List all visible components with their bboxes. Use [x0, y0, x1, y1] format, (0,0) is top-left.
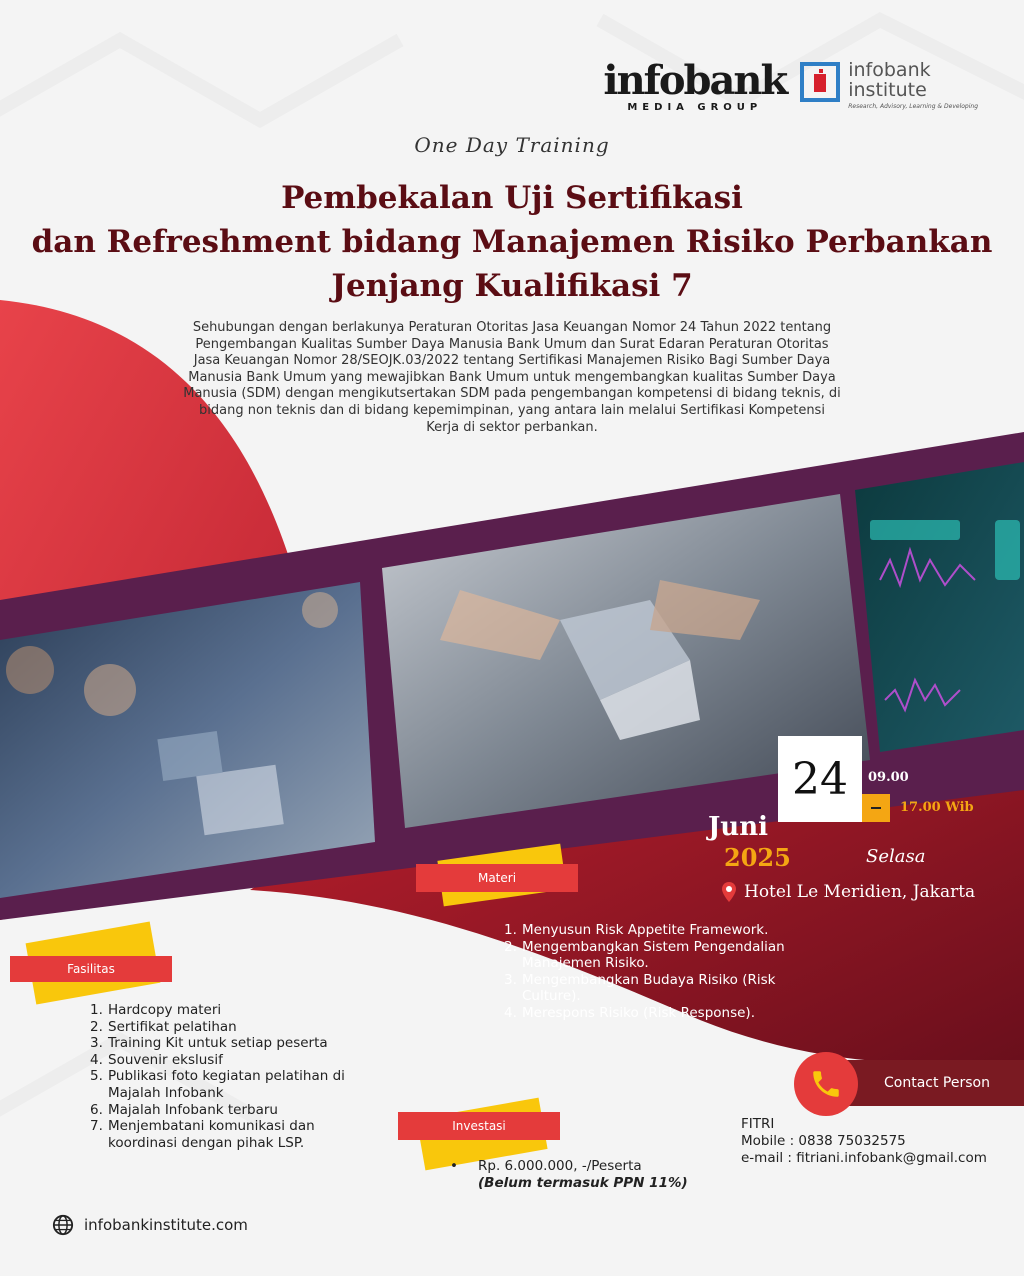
- bullet-icon: •: [450, 1158, 458, 1174]
- list-item: 6. Majalah Infobank terbaru: [90, 1101, 278, 1118]
- title-line-2: dan Refreshment bidang Manajemen Risiko Perbankan: [31, 224, 993, 260]
- investasi-price: Rp. 6.000.000, -/Peserta: [478, 1158, 642, 1174]
- list-item: 4. Souvenir ekslusif: [90, 1051, 223, 1068]
- time-dash-icon: [862, 794, 890, 822]
- list-item: 3. Mengembangkan Budaya Risiko (Risk Culture).: [504, 971, 776, 1005]
- fasilitas-label: Fasilitas: [10, 956, 172, 982]
- institute-name-line1: infobank: [848, 59, 931, 81]
- globe-icon: [52, 1214, 74, 1236]
- list-item: 1. Menyusun Risk Appetite Framework.: [504, 922, 769, 938]
- website-link[interactable]: [52, 1214, 248, 1236]
- phone-icon: [794, 1052, 858, 1116]
- contact-mobile[interactable]: Mobile : 0838 75032575: [741, 1133, 906, 1149]
- contact-details: [741, 1116, 987, 1167]
- institute-tagline: Research, Advisory, Learning & Developing: [848, 103, 978, 110]
- header-logos: [603, 57, 978, 113]
- investasi-label: Investasi: [398, 1112, 560, 1140]
- location-pin-icon: [722, 882, 736, 902]
- list-item: 2. Mengembangkan Sistem Pengendalian Manajemen Risiko.: [504, 938, 785, 972]
- investasi-note: (Belum termasuk PPN 11%): [478, 1175, 688, 1191]
- infobank-institute-icon: [800, 62, 840, 102]
- website-text[interactable]: infobankinstitute.com: [84, 1216, 248, 1234]
- list-item: 1. Hardcopy materi: [90, 1002, 222, 1018]
- title-line-3: Jenjang Kualifikasi 7: [331, 268, 693, 304]
- event-title: [0, 176, 1024, 308]
- event-weekday: Selasa: [866, 846, 926, 867]
- fasilitas-list: [90, 1002, 360, 1151]
- title-line-1: Pembekalan Uji Sertifikasi: [281, 180, 743, 216]
- investasi-detail: [450, 1158, 688, 1192]
- infobank-media-group-logo: [603, 57, 787, 113]
- fasilitas-tag: [10, 926, 176, 1006]
- list-item: 4. Merespons Risiko (Risk Response).: [504, 1004, 755, 1021]
- logo-wordmark: infobank: [603, 57, 787, 104]
- event-year: 2025: [724, 843, 791, 872]
- infobank-institute-logo: [800, 60, 978, 110]
- list-item: 2. Sertifikat pelatihan: [90, 1018, 237, 1035]
- event-time-end: 17.00 Wib: [900, 800, 974, 815]
- event-venue: Hotel Le Meridien, Jakarta: [744, 882, 976, 902]
- institute-name-line2: institute: [848, 79, 927, 101]
- intro-paragraph: Sehubungan dengan berlakunya Peraturan Otoritas Jasa Keuangan Nomor 24 Tahun 2022 tentang Pengembangan Kualitas Sumber Daya Manusia Bank Umum dan Surat Edaran Peraturan Otoritas Jasa Keuangan Nomor 28/SEOJK.03/2022 tentang Sertifikasi Manajemen Risiko Bagi Sumber Daya Manusia Bank Umum yang mewajibkan Bank Umum untuk mengembangkan kualitas Sumber Daya Manusia (SDM) dengan mengikutsertakan SDM pada pengembangan kompetensi di bidang teknis, di bidang non teknis dan di bidang kepemimpinan, yang antara lain melalui Sertifikasi Kompetensi Kerja di sektor perbankan.: [183, 320, 841, 435]
- event-subtitle: One Day Training: [414, 133, 610, 157]
- list-item: 7. Menjembatani komunikasi dan koordinasi dengan pihak LSP.: [90, 1118, 315, 1151]
- materi-label: Materi: [416, 864, 578, 892]
- contact-name: FITRI: [741, 1116, 775, 1132]
- event-month: Juni: [708, 812, 768, 842]
- investasi-tag: [398, 1092, 564, 1168]
- list-item: 5. Publikasi foto kegiatan pelatihan di Majalah Infobank: [90, 1068, 345, 1101]
- contact-email[interactable]: e-mail : fitriani.infobank@gmail.com: [741, 1150, 987, 1166]
- materi-tag: [416, 852, 582, 904]
- event-date-day: 24: [778, 736, 862, 822]
- list-item: 3. Training Kit untuk setiap peserta: [90, 1035, 328, 1052]
- contact-person-bar: Contact Person: [830, 1060, 1024, 1106]
- materi-list: [504, 922, 824, 1022]
- event-time-start: 09.00: [868, 770, 909, 785]
- logo-subtext: MEDIA GROUP: [627, 102, 763, 113]
